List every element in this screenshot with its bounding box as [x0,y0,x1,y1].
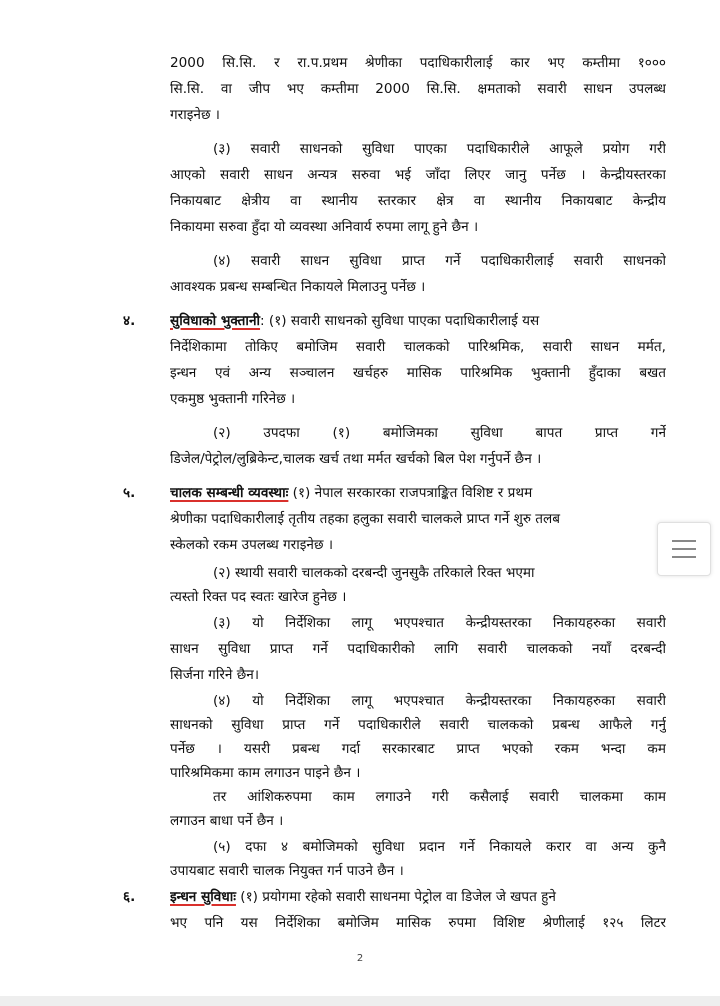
bottom-bar [0,996,720,1006]
text-line: (३) सवारी साधनको सुविधा पाएका पदाधिकारीले आफूले प्रयोग गरी [213,141,666,157]
section-number: ५. [123,485,136,501]
text-segment: (१) नेपाल सरकारका राजपत्राङ्कित विशिष्ट र प्रथम [288,485,533,501]
text-line: 2000 सि.सि. र रा.प.प्रथम श्रेणीका पदाधिकारीलाई कार भए कम्तीमा १००० [170,55,666,71]
text-line: निकायमा सरुवा हुँदा यो व्यवस्था अनिवार्य रुपमा लागू हुने छैन । [170,219,479,235]
section-heading-line [170,312,666,330]
page-number: 2 [356,953,364,964]
text-line: (३) यो निर्देशिका लागू भएपश्चात केन्द्रीयस्तरका निकायहरुका सवारी [213,615,666,631]
text-line: डिजेल/पेट्रोल/लुब्रिकेन्ट,चालक खर्च तथा मर्मत खर्चको बिल पेश गर्नुपर्ने छैन । [170,451,542,467]
text-line: इन्धन एवं अन्य सञ्चालन खर्चहरु मासिक पारिश्रमिक भुक्तानी हुँदाका बखत [170,365,666,381]
text-line: तर आंशिकरुपमा काम लगाउने गरी कसैलाई सवारी चालकमा काम [213,789,666,805]
text-line: गराइनेछ । [170,107,220,123]
text-line: (४) सवारी साधन सुविधा प्राप्त गर्ने पदाधिकारीलाई सवारी साधनको [213,253,666,269]
text-line: आवश्यक प्रबन्ध सम्बन्धित निकायले मिलाउनु पर्नेछ । [170,279,426,295]
section-heading: सुविधाको भुक्तानी [170,313,261,329]
text-line: पर्नेछ । यसरी प्रबन्ध गर्दा सरकारबाट प्राप्त भएको रकम भन्दा कम [170,741,666,757]
text-line: सि.सि. वा जीप भए कम्तीमा 2000 सि.सि. क्षमताको सवारी साधन उपलब्ध [170,81,666,97]
section-heading-line [170,888,666,906]
text-line: भए पनि यस निर्देशिका बमोजिम मासिक रुपमा विशिष्ट श्रेणीलाई १२५ लिटर [170,915,666,931]
section-heading-line [170,484,666,502]
hamburger-icon [672,540,696,542]
hamburger-icon [672,548,696,550]
text-line: साधनको सुविधा प्राप्त गर्ने पदाधिकारीले सवारी चालकको प्रबन्ध आफैले गर्नु [170,717,666,733]
text-line: (२) उपदफा (१) बमोजिमका सुविधा बापत प्राप्त गर्ने [213,425,666,441]
text-line: निर्देशिकामा तोकिए बमोजिम सवारी चालकको पारिश्रमिक, सवारी साधन मर्मत, [170,339,666,355]
text-line: एकमुष्ठ भुक्तानी गरिनेछ । [170,391,296,407]
section-number: ४. [123,313,136,329]
text-line: सिर्जना गरिने छैन। [170,667,260,683]
text-line: निकायबाट क्षेत्रीय वा स्थानीय स्तरकार क्षेत्र वा स्थानीय निकायबाट केन्द्रीय [170,193,666,209]
text-line: आएको सवारी साधन अन्यत्र सरुवा भई जाँदा लिएर जानु पर्नेछ । केन्द्रीयस्तरका [170,167,666,183]
text-line: त्यस्तो रिक्त पद स्वतः खारेज हुनेछ । [170,589,347,605]
text-line: उपायबाट सवारी चालक नियुक्त गर्न पाउने छैन । [170,863,404,879]
text-line: स्केलको रकम उपलब्ध गराइनेछ । [170,537,333,553]
text-line: (४) यो निर्देशिका लागू भएपश्चात केन्द्रीयस्तरका निकायहरुका सवारी [213,693,666,709]
section-number: ६. [123,889,136,905]
text-line: (२) स्थायी सवारी चालकको दरबन्दी जुनसुकै तरिकाले रिक्त भएमा [213,565,535,581]
menu-button[interactable] [657,522,711,576]
section-heading: इन्धन सुविधाः [170,889,236,905]
text-line: साधन सुविधा प्राप्त गर्ने पदाधिकारीको लागि सवारी चालकको नयाँ दरबन्दी [170,641,666,657]
text-segment: : (१) सवारी साधनको सुविधा पाएका पदाधिकारीलाई यस [260,313,540,329]
section-heading: चालक सम्बन्धी व्यवस्थाः [170,485,289,501]
text-line: पारिश्रमिकमा काम लगाउन पाइने छैन । [170,765,361,781]
hamburger-icon [672,556,696,558]
text-line: लगाउन बाधा पर्ने छैन । [170,813,284,829]
text-segment: (१) प्रयोगमा रहेको सवारी साधनमा पेट्रोल वा डिजेल जे खपत हुने [235,889,556,905]
text-line: श्रेणीका पदाधिकारीलाई तृतीय तहका हलुका सवारी चालकले प्राप्त गर्ने शुरु तलब [170,511,561,527]
text-line: (५) दफा ४ बमोजिमको सुविधा प्रदान गर्ने निकायले करार वा अन्य कुनै [213,839,666,855]
